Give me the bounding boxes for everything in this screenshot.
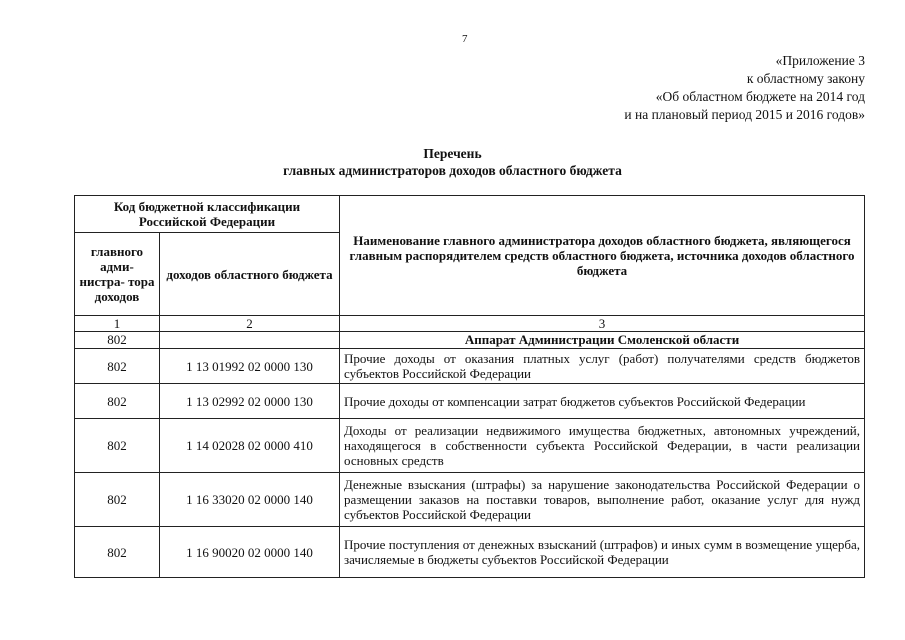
table-row xyxy=(75,349,865,384)
header-row-top xyxy=(75,196,865,233)
page-number: 7 xyxy=(462,33,468,45)
table-row xyxy=(75,473,865,527)
row-revenue-name: Прочие поступления от денежных взысканий (штрафов) и иных сумм в возмещение ущерба, зачисляемые в бюджеты субъектов Российской Федерации xyxy=(340,527,865,578)
appendix-note xyxy=(565,52,865,124)
header-budget-revenue: доходов областного бюджета xyxy=(160,233,340,316)
row-revenue-code: 1 13 02992 02 0000 130 xyxy=(160,384,340,419)
table-row xyxy=(75,384,865,419)
header-main-administrator: главного адми- нистра- тора доходов xyxy=(75,233,160,316)
row-admin-code: 802 xyxy=(75,349,160,384)
column-numbers-row xyxy=(75,316,865,332)
row-revenue-name: Доходы от реализации недвижимого имущества бюджетных, автономных учреждений, находящегося в собственности субъекта Российской Федерации, в части реализации основных средств xyxy=(340,419,865,473)
row-admin-code: 802 xyxy=(75,384,160,419)
row-revenue-name: Прочие доходы от оказания платных услуг (работ) получателями средств бюджетов субъектов Российской Федерации xyxy=(340,349,865,384)
table-row xyxy=(75,527,865,578)
header-classification-code: Код бюджетной классификации Российской Федерации xyxy=(75,196,340,233)
row-revenue-code: 1 16 90020 02 0000 140 xyxy=(160,527,340,578)
document-title xyxy=(0,145,905,179)
agency-name: Аппарат Администрации Смоленской области xyxy=(340,332,865,349)
row-revenue-name: Денежные взыскания (штрафы) за нарушение законодательства Российской Федерации о размещении заказов на поставки товаров, выполнение работ, оказание услуг для нужд субъектов Российской Федерации xyxy=(340,473,865,527)
row-admin-code: 802 xyxy=(75,419,160,473)
appendix-line-3: «Об областном бюджете на 2014 год xyxy=(655,89,865,104)
table-row xyxy=(75,419,865,473)
row-admin-code: 802 xyxy=(75,527,160,578)
agency-row xyxy=(75,332,865,349)
row-revenue-code: 1 16 33020 02 0000 140 xyxy=(160,473,340,527)
appendix-line-4: и на плановый период 2015 и 2016 годов» xyxy=(624,107,865,122)
row-revenue-code: 1 14 02028 02 0000 410 xyxy=(160,419,340,473)
row-revenue-name: Прочие доходы от компенсации затрат бюджетов субъектов Российской Федерации xyxy=(340,384,865,419)
row-admin-code: 802 xyxy=(75,473,160,527)
title-line-1: Перечень xyxy=(423,146,482,161)
header-administrator-name: Наименование главного администратора доходов областного бюджета, являющегося главным распорядителем средств областного бюджета, источника доходов областного бюджета xyxy=(340,196,865,316)
agency-code: 802 xyxy=(75,332,160,349)
agency-empty-cell xyxy=(160,332,340,349)
column-number-3: 3 xyxy=(340,316,865,332)
appendix-line-2: к областному закону xyxy=(746,71,865,86)
administrators-table xyxy=(74,195,865,578)
row-revenue-code: 1 13 01992 02 0000 130 xyxy=(160,349,340,384)
title-line-2: главных администраторов доходов областного бюджета xyxy=(283,163,622,178)
appendix-line-1: «Приложение 3 xyxy=(775,53,865,68)
column-number-2: 2 xyxy=(160,316,340,332)
column-number-1: 1 xyxy=(75,316,160,332)
